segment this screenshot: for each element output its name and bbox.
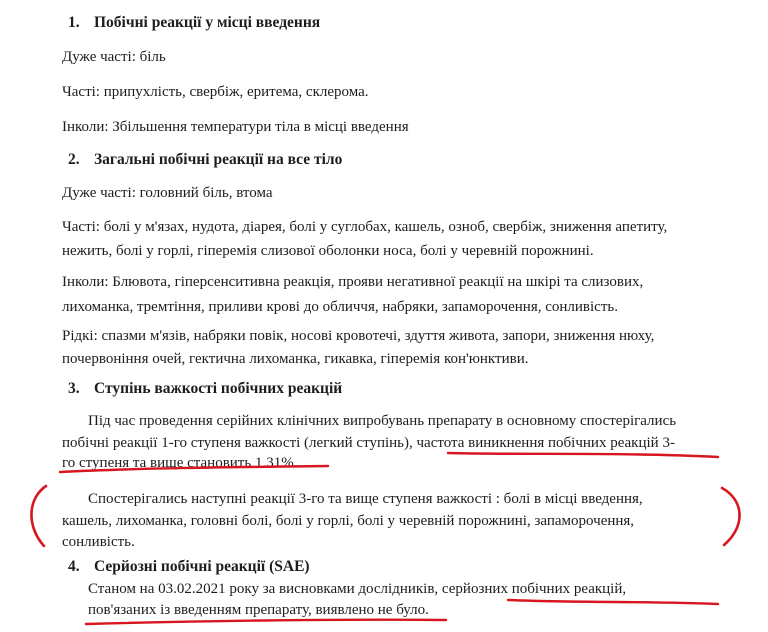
- s2-line-6: Рідкі: спазми м'язів, набряки повік, носові кровотечі, здуття живота, запори, зниження нюху,: [62, 328, 655, 344]
- section-1-title: Побічні реакції у місці введення: [94, 14, 321, 31]
- s3-line-2: побічні реакції 1-го ступеня важкості (легкий ступінь), частота виникнення побічних реакцій 3-: [62, 435, 675, 451]
- s1-line-3: Інколи: Збільшення температури тіла в місці введення: [62, 119, 409, 135]
- section-4-number: 4.: [68, 558, 80, 575]
- section-4-heading: [68, 558, 310, 576]
- section-3-heading: [68, 380, 342, 398]
- section-2-heading: [68, 151, 342, 169]
- section-4-title: Серйозні побічні реакції (SAE): [94, 558, 310, 575]
- left-bracket-mark: [31, 486, 46, 546]
- s1-line-1: Дуже часті: біль: [62, 49, 166, 65]
- s2-line-5: лихоманка, тремтіння, приливи крові до обличчя, набряки, запаморочення, сонливість.: [62, 299, 618, 315]
- s2-line-1: Дуже часті: головний біль, втома: [62, 185, 273, 201]
- section-2-number: 2.: [68, 151, 80, 168]
- section-3-number: 3.: [68, 380, 80, 397]
- section-3-title: Ступінь важкості побічних реакцій: [94, 380, 343, 397]
- underline-frequency-line1: [448, 453, 718, 457]
- s2-line-3: нежить, болі у горлі, гіперемія слизової оболонки носа, болі у черевній порожнині.: [62, 243, 594, 259]
- s3-line-1: Під час проведення серійних клінічних випробувань препарату в основному спостерігались: [88, 413, 677, 429]
- s2-line-4: Інколи: Блювота, гіперсенситивна реакція, прояви негативної реакції на шкірі та слизових,: [62, 274, 644, 290]
- s3-line-6: сонливість.: [62, 534, 135, 550]
- s2-line-2: Часті: болі у м'язах, нудота, діарея, болі у суглобах, кашель, озноб, свербіж, зниження апетиту,: [62, 219, 668, 235]
- section-1-number: 1.: [68, 14, 80, 31]
- s2-line-7: почервоніння очей, гектична лихоманка, гикавка, гіперемія кон'юнктиви.: [62, 351, 529, 367]
- section-2-title: Загальні побічні реакції на все тіло: [94, 151, 343, 168]
- s3-line-4: Спостерігались наступні реакції 3-го та вище ступеня важкості : болі в місці введення,: [88, 491, 643, 507]
- section-1-heading: [68, 14, 320, 32]
- underline-sae-line1: [508, 600, 718, 604]
- underline-sae-line2: [86, 620, 446, 624]
- s1-line-2: Часті: припухлість, свербіж, еритема, склерома.: [62, 84, 369, 100]
- s4-line-1: Станом на 03.02.2021 року за висновками дослідників, серйозних побічних реакцій,: [88, 581, 627, 597]
- right-bracket-mark: [722, 488, 740, 545]
- s3-line-3: го ступеня та вище становить 1.31%.: [62, 455, 298, 471]
- s3-line-5: кашель, лихоманка, головні болі, болі у горлі, болі у черевній порожнині, запаморочення,: [62, 513, 635, 529]
- s4-line-2: пов'язаних із введенням препарату, виявлено не було.: [88, 602, 429, 618]
